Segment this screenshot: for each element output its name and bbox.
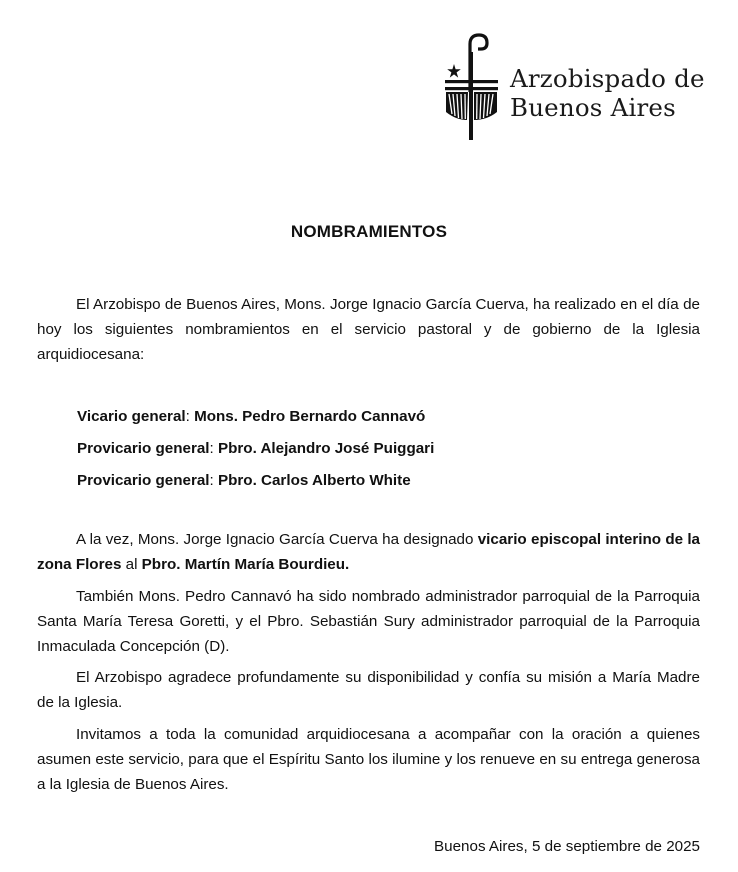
archdiocese-logo bbox=[440, 32, 710, 144]
body-paragraph: También Mons. Pedro Cannavó ha sido nombrado administrador parroquial de la Parroquia Santa María Teresa Goretti, y el Pbro. Sebastián Sury administrador parroquial de la Parroquia Inmaculada Concepción (D). bbox=[37, 588, 700, 655]
appointment-item: Vicario general: Mons. Pedro Bernardo Cannavó bbox=[77, 408, 426, 425]
designation-paragraph bbox=[37, 527, 700, 577]
appointment-role: Provicario general bbox=[77, 440, 210, 457]
appointment-role: Provicario general bbox=[77, 472, 210, 489]
appointment-item: Provicario general: Pbro. Alejandro José Puiggari bbox=[77, 440, 435, 457]
appointment-role: Vicario general bbox=[77, 408, 186, 425]
crozier-cross-icon bbox=[440, 32, 504, 144]
org-name-line-2: Buenos Aires bbox=[510, 93, 676, 122]
designation-name: Pbro. Martín María Bourdieu. bbox=[141, 556, 350, 573]
org-name bbox=[510, 64, 705, 122]
place-date: Buenos Aires, 5 de septiembre de 2025 bbox=[434, 838, 700, 855]
designation-text-before: A la vez, Mons. Jorge Ignacio García Cuerva ha designado bbox=[76, 531, 478, 548]
appointment-name: Mons. Pedro Bernardo Cannavó bbox=[194, 408, 426, 425]
page-title: NOMBRAMIENTOS bbox=[290, 222, 448, 241]
designation-role: vicario episcopal interino de la zona Flores bbox=[37, 531, 700, 573]
designation-text-middle: al bbox=[121, 556, 142, 573]
appointment-item: Provicario general: Pbro. Carlos Alberto White bbox=[77, 472, 411, 489]
appointment-name: Pbro. Carlos Alberto White bbox=[217, 472, 411, 489]
intro-paragraph: El Arzobispo de Buenos Aires, Mons. Jorge Ignacio García Cuerva, ha realizado en el día de hoy los siguientes nombramientos en el servicio pastoral y de gobierno de la Iglesia arquidiocesana: bbox=[37, 296, 700, 363]
body-paragraph: Invitamos a toda la comunidad arquidiocesana a acompañar con la oración a quienes asumen este servicio, para que el Espíritu Santo los ilumine y los renueve en su entrega generosa a la Iglesia de Buenos Aires. bbox=[37, 726, 700, 793]
appointment-name: Pbro. Alejandro José Puiggari bbox=[217, 440, 435, 457]
org-name-line-1: Arzobispado de bbox=[510, 64, 705, 93]
body-paragraph: El Arzobispo agradece profundamente su disponibilidad y confía su misión a María Madre de la Iglesia. bbox=[37, 669, 700, 711]
